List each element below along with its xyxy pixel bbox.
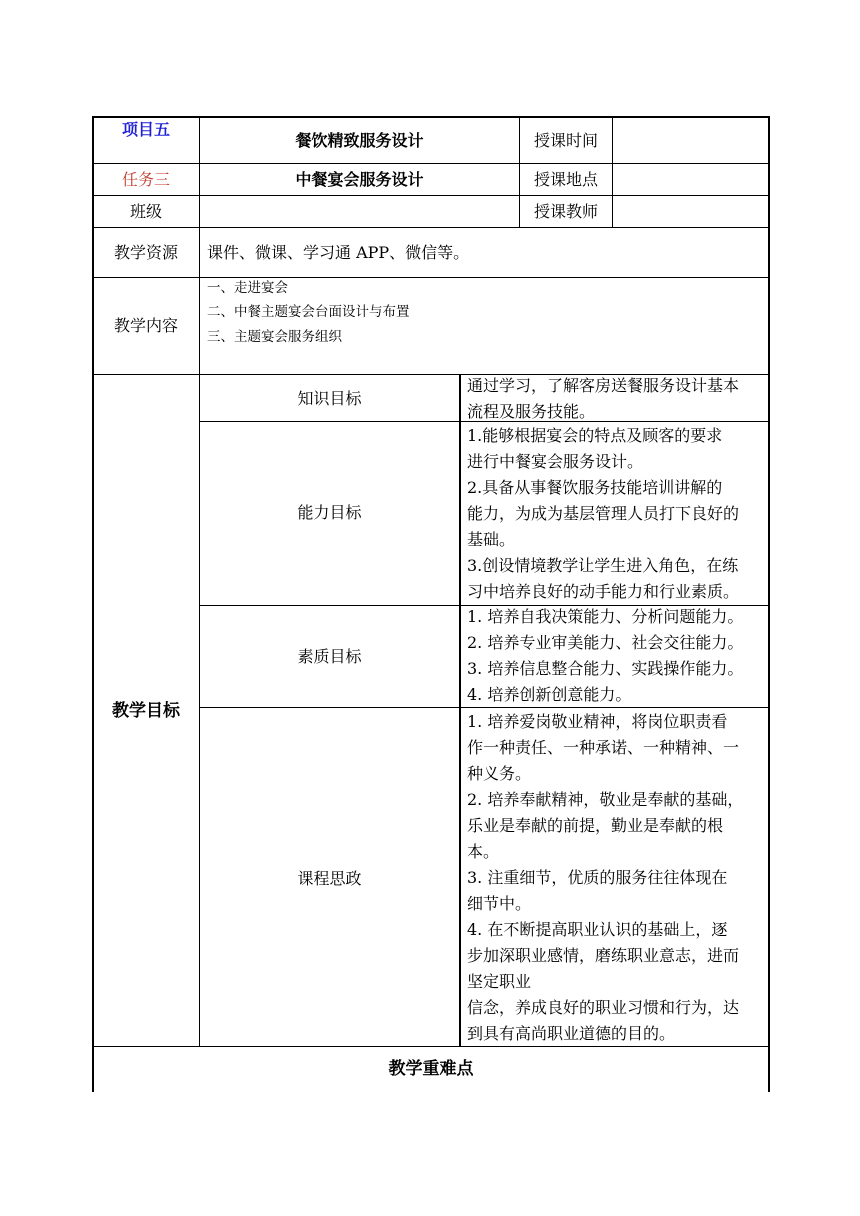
ability-line: 1.能够根据宴会的特点及顾客的要求 — [467, 426, 723, 445]
quality-line: 4. 培养创新创意能力。 — [467, 685, 632, 704]
knowledge-label: 知识目标 — [297, 389, 362, 408]
ability-line: 进行中餐宴会服务设计。 — [467, 452, 644, 471]
ideology-line: 2. 培养奉献精神，敬业是奉献的基础， — [467, 790, 744, 809]
ideology-line: 种义务。 — [467, 764, 532, 783]
class-label: 班级 — [129, 202, 162, 221]
knowledge-line: 通过学习，了解客房送餐服务设计基本 — [467, 376, 740, 395]
resources-label: 教学资源 — [113, 243, 178, 262]
ideology-label: 课程思政 — [297, 869, 362, 888]
ability-line: 基础。 — [467, 530, 516, 549]
ability-line: 2.具备从事餐饮服务技能培训讲解的 — [467, 478, 723, 497]
project-title: 餐饮精致服务设计 — [295, 131, 424, 150]
place-label: 授课地点 — [533, 170, 598, 189]
knowledge-line: 流程及服务技能。 — [467, 402, 596, 421]
ideology-line: 4. 在不断提高职业认识的基础上，逐 — [467, 920, 728, 939]
quality-line: 1. 培养自我决策能力、分析问题能力。 — [467, 607, 744, 626]
ideology-line: 1. 培养爱岗敬业精神，将岗位职责看 — [467, 712, 728, 731]
resources-value: 课件、微课、学习通 APP、微信等。 — [207, 243, 470, 262]
ideology-line: 细节中。 — [467, 894, 532, 913]
ideology-line: 作一种责任、一种承诺、一种精神、一 — [467, 738, 740, 757]
knowledge-text — [467, 373, 739, 425]
ideology-text — [467, 709, 743, 1047]
content-label: 教学内容 — [113, 316, 178, 335]
ability-text — [467, 423, 739, 605]
key-points-heading: 教学重难点 — [388, 1059, 474, 1079]
ideology-line: 乐业是奉献的前提，勤业是奉献的根 — [467, 816, 724, 835]
content-item: 一、走进宴会 — [207, 280, 288, 296]
ideology-line: 信念，养成良好的职业习惯和行为，达 — [467, 998, 740, 1017]
task-label: 任务三 — [121, 170, 170, 189]
quality-text — [467, 604, 743, 708]
teacher-label: 授课教师 — [533, 202, 598, 221]
content-item: 三、主题宴会服务组织 — [207, 329, 342, 345]
quality-line: 2. 培养专业审美能力、社会交往能力。 — [467, 633, 744, 652]
ideology-line: 坚定职业 — [467, 972, 532, 991]
objectives-label: 教学目标 — [112, 701, 180, 721]
quality-label: 素质目标 — [297, 647, 362, 666]
ideology-line: 本。 — [467, 842, 500, 861]
ability-label: 能力目标 — [297, 503, 362, 522]
ideology-line: 3. 注重细节，优质的服务往往体现在 — [467, 868, 728, 887]
ability-line: 3.创设情境教学让学生进入角色，在练 — [467, 556, 739, 575]
ideology-line: 步加深职业感情，磨练职业意志，进而 — [467, 946, 740, 965]
ability-line: 习中培养良好的动手能力和行业素质。 — [467, 582, 740, 601]
ideology-line: 到具有高尚职业道德的目的。 — [467, 1024, 676, 1043]
quality-line: 3. 培养信息整合能力、实践操作能力。 — [467, 659, 744, 678]
time-label: 授课时间 — [533, 131, 598, 150]
ability-line: 能力，为成为基层管理人员打下良好的 — [467, 504, 740, 523]
project-label: 项目五 — [121, 120, 170, 139]
content-item: 二、中餐主题宴会台面设计与布置 — [207, 304, 410, 320]
task-title: 中餐宴会服务设计 — [295, 170, 424, 189]
